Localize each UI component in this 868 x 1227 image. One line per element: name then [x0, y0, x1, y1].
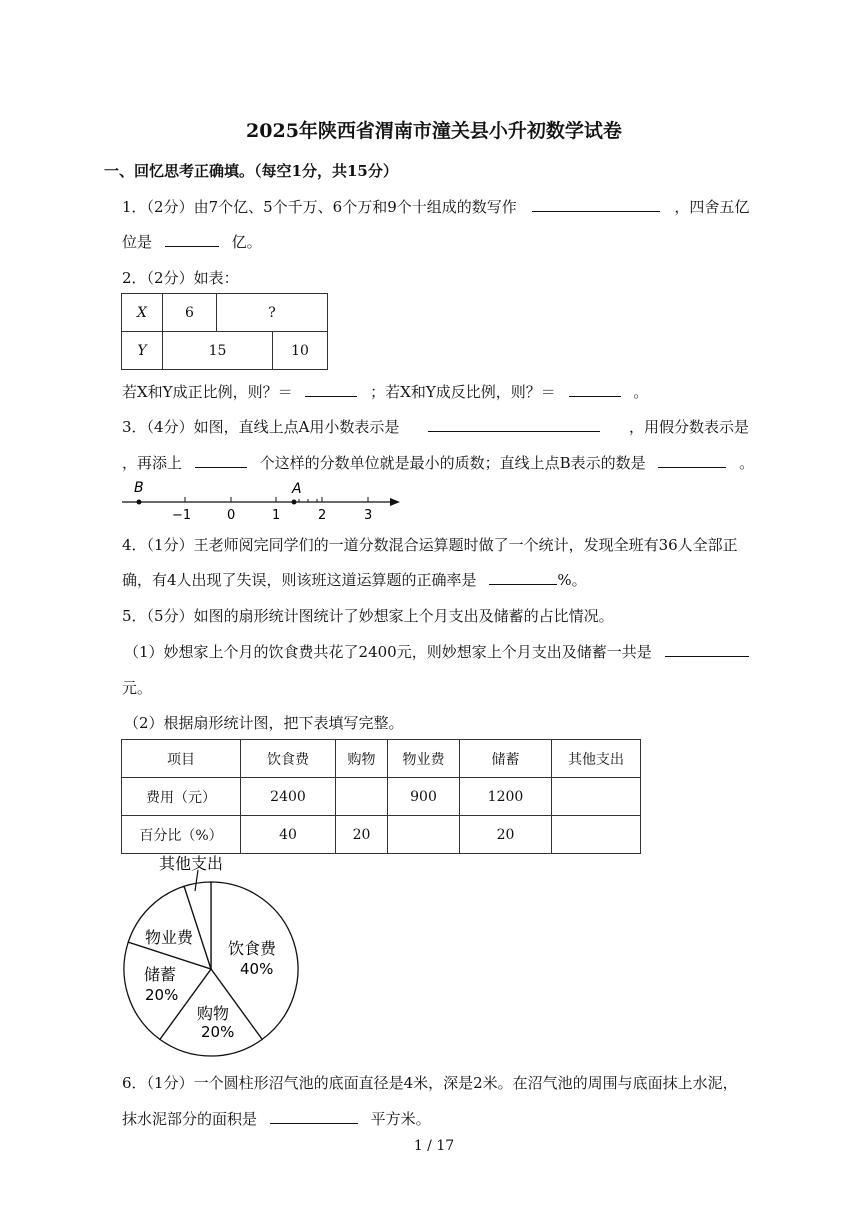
q5-cell: 2400	[241, 778, 336, 816]
q5-cell: 40	[241, 816, 336, 854]
tick-label: 2	[318, 508, 327, 523]
q5-header-cell: 物业费	[388, 740, 460, 778]
label-b: B	[134, 480, 144, 496]
pie-label-property: 物业费	[145, 928, 194, 947]
q2-question	[122, 381, 648, 402]
q5-header-cell: 项目	[122, 740, 241, 778]
q3-blank-3[interactable]	[658, 453, 726, 468]
q1-blank-1[interactable]	[532, 197, 660, 212]
question-5-part2: （2）根据扇形统计图，把下表填写完整。	[124, 714, 404, 732]
q3-text-a: 3．（4分）如图，直线上点A用小数表示是	[122, 418, 400, 436]
q1-text-c: 位是	[122, 233, 153, 251]
pie-label-food: 饮食费	[228, 939, 277, 958]
q5-unit: 元。	[122, 679, 153, 697]
q5-cell[interactable]	[552, 816, 641, 854]
page-number: 1 / 17	[413, 1138, 455, 1154]
q2-cell: 10	[273, 332, 328, 370]
q5-text-b: （1）妙想家上个月的饮食费共花了2400元，则妙想家上个月支出及储蓄一共是	[124, 643, 652, 661]
q3-text-e: 。	[739, 454, 755, 472]
q5-table	[121, 739, 641, 854]
q5-header-cell: 购物	[336, 740, 388, 778]
number-line-arrow	[390, 498, 400, 506]
q5-cell[interactable]	[336, 778, 388, 816]
q5-cell: 20	[460, 816, 552, 854]
pie-label-other: 其他支出	[159, 854, 224, 873]
q5-header-cell: 其他支出	[552, 740, 641, 778]
label-a: A	[292, 481, 302, 497]
q5-cell[interactable]	[552, 778, 641, 816]
q6-text-c: 平方米。	[370, 1110, 431, 1128]
q3-text-c: ，再添上	[122, 454, 183, 472]
tick-label: −1	[172, 508, 192, 523]
pie-label-shopping-pct: 20%	[201, 1023, 235, 1041]
q4-text-b: 确，有4人出现了失误，则该班这道运算题的正确率是	[122, 571, 477, 589]
q2-cell-y: Y	[122, 332, 163, 370]
question-6-cont	[122, 1108, 431, 1129]
q3-text-b: ，用假分数表示是	[628, 418, 749, 436]
q1-text-d: 亿。	[231, 233, 262, 251]
tick-label: 0	[227, 508, 236, 523]
question-4: 4．（1分）王老师阅完同学们的一道分数混合运算题时做了一个统计，发现全班有36人全部正	[122, 536, 738, 554]
tick-label: 3	[364, 508, 373, 523]
q5-cell: 1200	[460, 778, 552, 816]
q2-cell: 6	[163, 294, 217, 332]
q5-cell: 20	[336, 816, 388, 854]
q1-text-a: 1．（2分）由7个亿、5个千万、6个万和9个十组成的数写作	[122, 198, 517, 216]
q5-header-cell: 储蓄	[460, 740, 552, 778]
page-title: 2025年陕西省渭南市潼关县小升初数学试卷	[246, 120, 622, 142]
question-3-cont	[122, 452, 754, 473]
q3-blank-1[interactable]	[428, 417, 600, 432]
q4-blank[interactable]	[489, 570, 557, 585]
q5-cell: 费用（元）	[122, 778, 241, 816]
question-1	[122, 196, 749, 217]
pie-chart	[115, 850, 315, 1062]
q1-text-b: ，四舍五亿	[674, 198, 750, 216]
question-5: 5．（5分）如图的扇形统计图统计了妙想家上个月支出及储蓄的占比情况。	[122, 607, 614, 625]
q6-blank[interactable]	[270, 1109, 358, 1124]
q5-blank[interactable]	[665, 642, 749, 657]
q2-table	[121, 293, 328, 370]
pie-label-savings-pct: 20%	[145, 986, 179, 1004]
q5-header-cell: 饮食费	[241, 740, 336, 778]
q1-blank-2[interactable]	[165, 232, 219, 247]
number-line	[118, 478, 408, 524]
question-6: 6．（1分）一个圆柱形沼气池的底面直径是4米，深是2米。在沼气池的周围与底面抹上水泥，	[122, 1074, 738, 1092]
q2-blank-1[interactable]	[305, 382, 357, 397]
q2-cell-x: X	[122, 294, 163, 332]
q3-blank-2[interactable]	[195, 453, 247, 468]
question-1-cont	[122, 231, 262, 252]
q5-cell: 百分比（%）	[122, 816, 241, 854]
q6-text-b: 抹水泥部分的面积是	[122, 1110, 258, 1128]
q5-cell: 900	[388, 778, 460, 816]
tick-label: 1	[272, 508, 281, 523]
section-heading: 一、回忆思考正确填。（每空1分，共15分）	[104, 162, 398, 180]
q2-label: 2．（2分）如表：	[122, 269, 239, 287]
q2-blank-2[interactable]	[569, 382, 621, 397]
q2-text-b: ；若X和Y成反比例，则？＝	[370, 383, 556, 401]
q3-text-d: 个这样的分数单位就是最小的质数；直线上点B表示的数是	[259, 454, 646, 472]
point-b	[137, 500, 142, 505]
q2-cell: ?	[217, 294, 328, 332]
pie-label-savings: 储蓄	[144, 965, 177, 984]
question-5-part1	[124, 641, 757, 662]
pie-label-food-pct: 40%	[240, 960, 274, 978]
q2-cell: 15	[163, 332, 273, 370]
q5-cell[interactable]	[388, 816, 460, 854]
q2-text-a: 若X和Y成正比例，则？＝	[122, 383, 293, 401]
q2-text-c: 。	[633, 383, 649, 401]
point-a	[292, 500, 297, 505]
pie-label-shopping: 购物	[197, 1004, 230, 1023]
question-3	[122, 416, 749, 437]
q4-text-c: %。	[557, 571, 587, 589]
question-4-cont	[122, 569, 587, 590]
